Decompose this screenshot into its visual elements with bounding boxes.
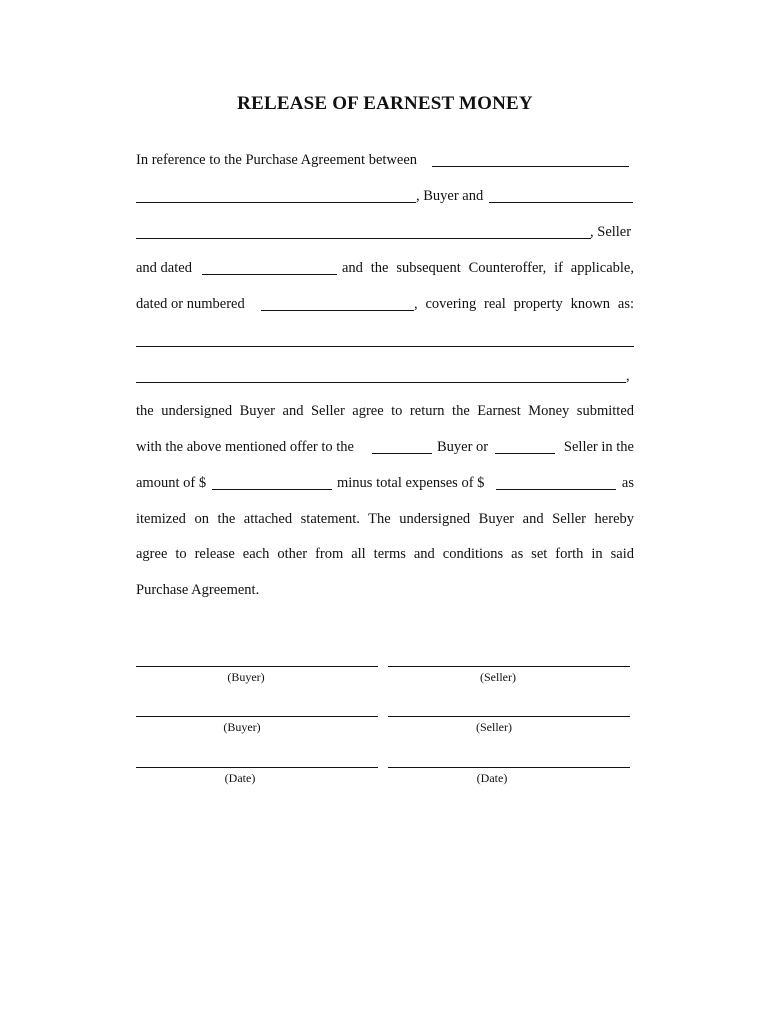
line8-text: the undersigned Buyer and Seller agree to return the Earnest Money submitted xyxy=(136,403,634,419)
seller-checkbox-blank[interactable] xyxy=(495,453,555,454)
buyer-and-text: , Buyer and xyxy=(416,188,484,204)
as-wrap xyxy=(614,473,634,493)
seller-text: , Seller xyxy=(590,224,632,240)
paragraph-line-3 xyxy=(590,222,640,242)
minus-expenses-wrap xyxy=(337,473,497,493)
paragraph-line-8 xyxy=(136,401,634,421)
date-line-1[interactable] xyxy=(136,767,378,768)
counteroffer-text-wrap xyxy=(342,258,634,278)
seller-signature-line-2[interactable] xyxy=(388,716,630,717)
seller-label-1: (Seller) xyxy=(480,670,516,684)
as-text: as xyxy=(621,475,634,491)
line11-text: itemized on the attached statement. The undersigned Buyer and Seller hereby xyxy=(136,511,634,527)
counteroffer-text: and the subsequent Counteroffer, if applicable, xyxy=(342,260,634,276)
buyer-name-blank-2[interactable] xyxy=(489,202,633,203)
buyer-label-2: (Buyer) xyxy=(223,720,261,734)
counteroffer-number-blank[interactable] xyxy=(261,310,414,311)
covering-text-wrap xyxy=(414,294,634,314)
paragraph-line-7 xyxy=(626,366,636,386)
date-label-2: (Date) xyxy=(476,771,508,785)
agreement-date-blank[interactable] xyxy=(202,274,337,275)
line1-text: In reference to the Purchase Agreement between xyxy=(136,152,418,168)
covering-text: , covering real property known as: xyxy=(414,296,634,312)
line12-text: agree to release each other from all terms and conditions as set forth in said xyxy=(136,546,634,562)
minus-expenses-text: minus total expenses of $ xyxy=(337,475,485,491)
buyer-checkbox-blank[interactable] xyxy=(372,453,432,454)
buyer-signature-line-1[interactable] xyxy=(136,666,378,667)
seller-name-blank[interactable] xyxy=(136,238,591,239)
date-label-1: (Date) xyxy=(224,771,256,785)
seller-signature-line-1[interactable] xyxy=(388,666,630,667)
buyer-signature-line-2[interactable] xyxy=(136,716,378,717)
paragraph-line-1 xyxy=(136,150,634,170)
purchase-agreement-party-blank[interactable] xyxy=(432,166,629,167)
paragraph-line-13 xyxy=(136,580,634,600)
earnest-amount-blank[interactable] xyxy=(212,489,332,490)
expenses-amount-blank[interactable] xyxy=(496,489,616,490)
seller-in-the-text: Seller in the xyxy=(563,439,634,455)
buyer-or-wrap xyxy=(437,437,497,457)
seller-in-the-wrap xyxy=(559,437,634,457)
offer-to-text: with the above mentioned offer to the xyxy=(136,439,354,455)
dated-or-numbered-text: dated or numbered xyxy=(136,296,245,312)
comma-text: , xyxy=(626,368,630,384)
amount-of-text: amount of $ xyxy=(136,475,207,491)
paragraph-line-12 xyxy=(136,544,634,564)
buyer-or-text: Buyer or xyxy=(437,439,489,455)
buyer-name-blank[interactable] xyxy=(136,202,416,203)
document-title: RELEASE OF EARNEST MONEY xyxy=(237,93,533,114)
property-description-blank-1[interactable] xyxy=(136,346,634,347)
paragraph-line-11 xyxy=(136,509,634,529)
paragraph-line-2 xyxy=(416,186,496,206)
buyer-label-1: (Buyer) xyxy=(227,670,265,684)
date-line-2[interactable] xyxy=(388,767,630,768)
and-dated-text: and dated xyxy=(136,260,192,276)
property-description-blank-2[interactable] xyxy=(136,382,626,383)
seller-label-2: (Seller) xyxy=(476,720,512,734)
line13-text: Purchase Agreement. xyxy=(136,582,260,598)
